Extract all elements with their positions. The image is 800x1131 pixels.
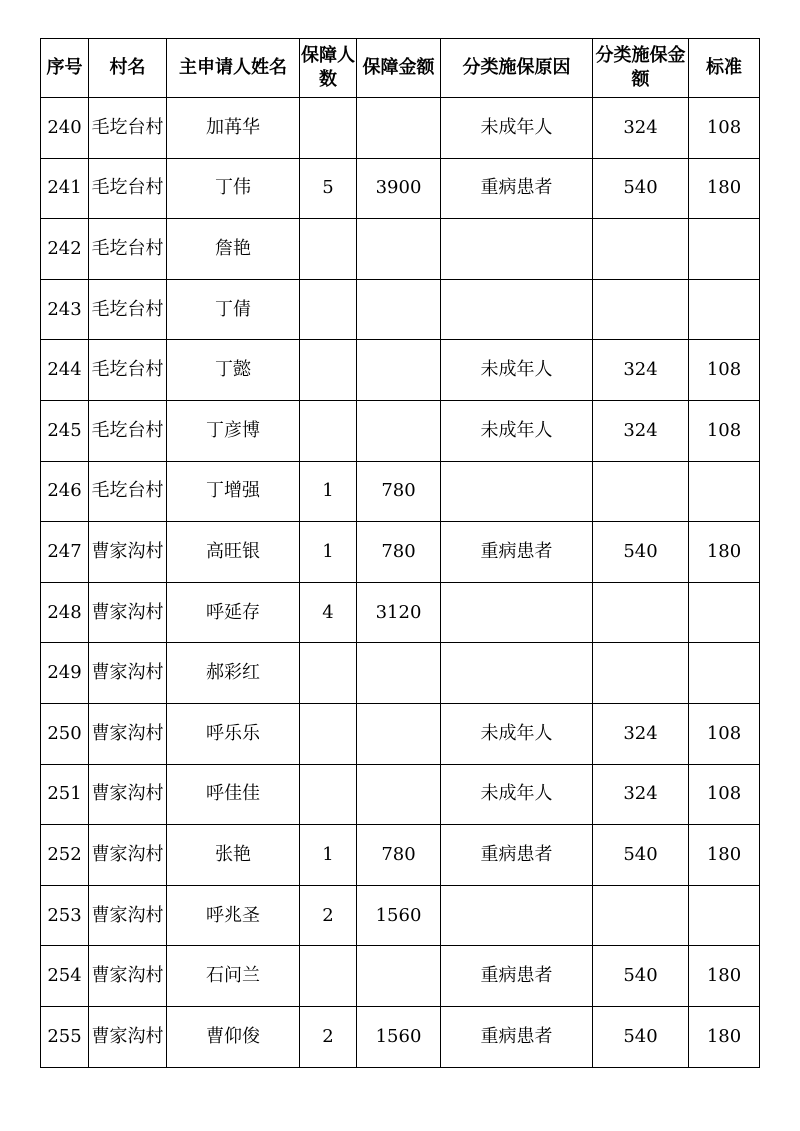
cell-applicant: 加苒华 [167, 98, 300, 159]
table-row [41, 643, 760, 704]
header-guaranteed-amount: 保障金额 [357, 39, 441, 98]
cell-seq: 246 [41, 461, 89, 522]
table-row [41, 885, 760, 946]
cell-category-reason: 重病患者 [441, 946, 593, 1007]
cell-category-amount [593, 461, 689, 522]
cell-category-reason [441, 582, 593, 643]
cell-category-reason: 重病患者 [441, 825, 593, 886]
cell-category-reason: 重病患者 [441, 522, 593, 583]
cell-applicant: 丁增强 [167, 461, 300, 522]
cell-category-amount [593, 582, 689, 643]
table-row [41, 340, 760, 401]
cell-category-reason [441, 643, 593, 704]
table-row [41, 703, 760, 764]
cell-guaranteed-count [300, 340, 357, 401]
cell-applicant: 丁彦博 [167, 400, 300, 461]
cell-guaranteed-amount [357, 703, 441, 764]
header-seq: 序号 [41, 39, 89, 98]
cell-standard: 108 [689, 98, 760, 159]
cell-guaranteed-amount [357, 400, 441, 461]
cell-seq: 243 [41, 279, 89, 340]
cell-applicant: 丁倩 [167, 279, 300, 340]
cell-guaranteed-amount: 3120 [357, 582, 441, 643]
cell-applicant: 呼兆圣 [167, 885, 300, 946]
cell-guaranteed-count [300, 703, 357, 764]
cell-guaranteed-count: 2 [300, 885, 357, 946]
cell-category-amount [593, 643, 689, 704]
cell-standard: 180 [689, 522, 760, 583]
cell-standard [689, 643, 760, 704]
cell-guaranteed-amount [357, 340, 441, 401]
cell-category-reason [441, 279, 593, 340]
header-category-amount: 分类施保金额 [593, 39, 689, 98]
header-village: 村名 [89, 39, 167, 98]
cell-village: 毛圪台村 [89, 400, 167, 461]
subsidy-table [40, 38, 760, 1068]
cell-category-amount: 540 [593, 158, 689, 219]
cell-guaranteed-count [300, 946, 357, 1007]
cell-seq: 253 [41, 885, 89, 946]
table-row [41, 1006, 760, 1067]
cell-category-reason: 未成年人 [441, 340, 593, 401]
cell-village: 毛圪台村 [89, 461, 167, 522]
cell-village: 曹家沟村 [89, 703, 167, 764]
cell-seq: 241 [41, 158, 89, 219]
cell-village: 毛圪台村 [89, 219, 167, 280]
cell-guaranteed-amount: 780 [357, 461, 441, 522]
header-standard: 标准 [689, 39, 760, 98]
cell-standard: 180 [689, 1006, 760, 1067]
cell-category-amount: 324 [593, 340, 689, 401]
cell-village: 曹家沟村 [89, 764, 167, 825]
cell-applicant: 石问兰 [167, 946, 300, 1007]
cell-category-reason: 未成年人 [441, 764, 593, 825]
table-row [41, 461, 760, 522]
cell-applicant: 呼乐乐 [167, 703, 300, 764]
cell-category-amount: 540 [593, 1006, 689, 1067]
cell-seq: 244 [41, 340, 89, 401]
cell-applicant: 呼延存 [167, 582, 300, 643]
cell-village: 曹家沟村 [89, 825, 167, 886]
cell-guaranteed-amount: 1560 [357, 1006, 441, 1067]
cell-seq: 251 [41, 764, 89, 825]
cell-standard: 180 [689, 158, 760, 219]
cell-applicant: 丁伟 [167, 158, 300, 219]
cell-village: 曹家沟村 [89, 643, 167, 704]
cell-guaranteed-amount [357, 219, 441, 280]
cell-applicant: 郝彩红 [167, 643, 300, 704]
cell-applicant: 张艳 [167, 825, 300, 886]
cell-standard [689, 885, 760, 946]
cell-guaranteed-count [300, 279, 357, 340]
cell-village: 曹家沟村 [89, 522, 167, 583]
cell-category-amount: 324 [593, 703, 689, 764]
table-row [41, 219, 760, 280]
cell-seq: 254 [41, 946, 89, 1007]
table-row [41, 400, 760, 461]
cell-category-amount [593, 279, 689, 340]
cell-standard: 108 [689, 400, 760, 461]
cell-category-amount: 324 [593, 400, 689, 461]
header-category-reason: 分类施保原因 [441, 39, 593, 98]
cell-seq: 240 [41, 98, 89, 159]
cell-seq: 255 [41, 1006, 89, 1067]
cell-guaranteed-amount [357, 643, 441, 704]
cell-village: 毛圪台村 [89, 340, 167, 401]
cell-guaranteed-count [300, 219, 357, 280]
cell-guaranteed-count [300, 98, 357, 159]
cell-village: 毛圪台村 [89, 279, 167, 340]
cell-guaranteed-amount: 3900 [357, 158, 441, 219]
cell-category-reason: 未成年人 [441, 703, 593, 764]
header-guaranteed-count: 保障人数 [300, 39, 357, 98]
cell-applicant: 高旺银 [167, 522, 300, 583]
cell-category-amount: 324 [593, 98, 689, 159]
cell-category-reason: 重病患者 [441, 158, 593, 219]
cell-category-amount: 324 [593, 764, 689, 825]
cell-seq: 250 [41, 703, 89, 764]
table-row [41, 98, 760, 159]
header-applicant: 主申请人姓名 [167, 39, 300, 98]
cell-category-reason [441, 885, 593, 946]
cell-standard: 180 [689, 825, 760, 886]
cell-category-reason: 未成年人 [441, 400, 593, 461]
cell-village: 曹家沟村 [89, 1006, 167, 1067]
table-header [41, 39, 760, 98]
table-row [41, 158, 760, 219]
cell-standard [689, 582, 760, 643]
cell-category-reason: 未成年人 [441, 98, 593, 159]
cell-standard: 108 [689, 340, 760, 401]
cell-guaranteed-count: 1 [300, 825, 357, 886]
cell-standard: 108 [689, 703, 760, 764]
cell-guaranteed-amount [357, 98, 441, 159]
cell-applicant: 呼佳佳 [167, 764, 300, 825]
cell-guaranteed-amount [357, 279, 441, 340]
cell-category-reason [441, 461, 593, 522]
cell-standard [689, 461, 760, 522]
cell-village: 曹家沟村 [89, 946, 167, 1007]
cell-guaranteed-count [300, 643, 357, 704]
cell-guaranteed-count: 1 [300, 522, 357, 583]
cell-seq: 247 [41, 522, 89, 583]
table-body [41, 98, 760, 1068]
cell-standard: 180 [689, 946, 760, 1007]
cell-seq: 249 [41, 643, 89, 704]
cell-seq: 245 [41, 400, 89, 461]
cell-category-amount: 540 [593, 522, 689, 583]
cell-category-amount [593, 219, 689, 280]
cell-category-amount: 540 [593, 946, 689, 1007]
cell-seq: 248 [41, 582, 89, 643]
cell-standard [689, 219, 760, 280]
cell-village: 毛圪台村 [89, 98, 167, 159]
cell-guaranteed-count: 4 [300, 582, 357, 643]
table-row [41, 279, 760, 340]
cell-seq: 252 [41, 825, 89, 886]
table-row [41, 825, 760, 886]
cell-standard [689, 279, 760, 340]
table-row [41, 522, 760, 583]
cell-standard: 108 [689, 764, 760, 825]
cell-applicant: 詹艳 [167, 219, 300, 280]
cell-village: 毛圪台村 [89, 158, 167, 219]
table-row [41, 764, 760, 825]
table-row [41, 946, 760, 1007]
cell-guaranteed-amount [357, 764, 441, 825]
cell-village: 曹家沟村 [89, 885, 167, 946]
cell-guaranteed-count [300, 764, 357, 825]
cell-guaranteed-amount: 780 [357, 825, 441, 886]
cell-category-reason [441, 219, 593, 280]
cell-seq: 242 [41, 219, 89, 280]
cell-guaranteed-amount [357, 946, 441, 1007]
cell-guaranteed-count: 1 [300, 461, 357, 522]
cell-guaranteed-amount: 780 [357, 522, 441, 583]
cell-applicant: 丁懿 [167, 340, 300, 401]
cell-category-amount [593, 885, 689, 946]
cell-guaranteed-count [300, 400, 357, 461]
cell-applicant: 曹仰俊 [167, 1006, 300, 1067]
header-row [41, 39, 760, 98]
table-row [41, 582, 760, 643]
cell-village: 曹家沟村 [89, 582, 167, 643]
cell-guaranteed-amount: 1560 [357, 885, 441, 946]
cell-guaranteed-count: 2 [300, 1006, 357, 1067]
cell-guaranteed-count: 5 [300, 158, 357, 219]
cell-category-reason: 重病患者 [441, 1006, 593, 1067]
cell-category-amount: 540 [593, 825, 689, 886]
